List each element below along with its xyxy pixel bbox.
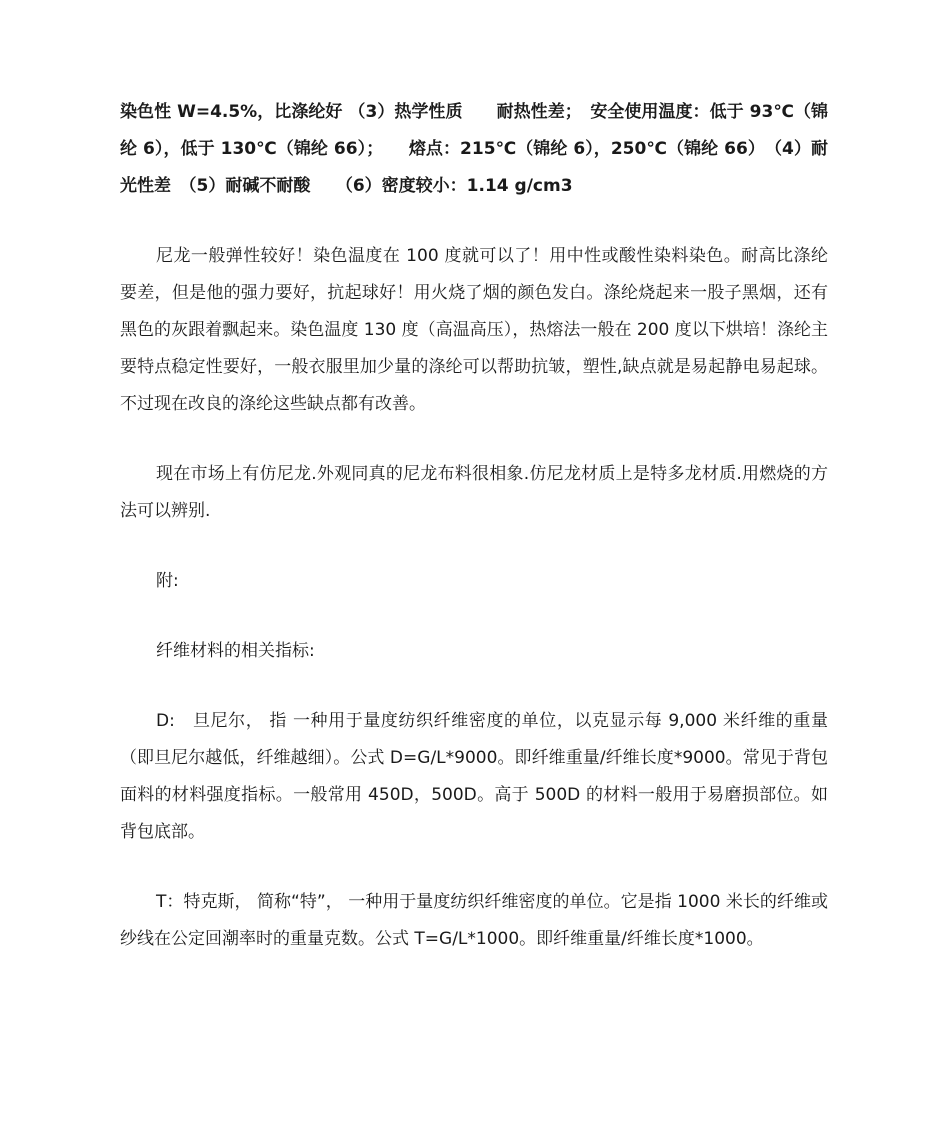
paragraph-denier-definition: D: 旦尼尔， 指 一种用于量度纺织纤维密度的单位，以克显示每 9,000 米纤维的重量（即旦尼尔越低，纤维越细）。公式 D=G/L*9000。即纤维重量/纤维长度*9000。常见于背包面料的材料强度指标。一般常用 450D，500D。高于 500D 的材料一般用于易磨损部位。如背包底部。 <box>120 711 828 842</box>
paragraph-properties-summary: 染色性 W=4.5%，比涤纶好 （3）热学性质 耐热性差； 安全使用温度：低于 93℃（锦纶 6），低于 130℃（锦纶 66）； 熔点：215℃（锦纶 6），250℃（锦纶 66） （4）耐光性差 （5）耐碱不耐酸 （6）密度较小：1.14 g/cm3 <box>120 102 828 196</box>
paragraph-imitation-nylon: 现在市场上有仿尼龙.外观同真的尼龙布料很相象.仿尼龙材质上是特多龙材质.用燃烧的方法可以辨别. <box>120 464 828 521</box>
paragraph-appendix-label: 附: <box>156 571 179 591</box>
paragraph-fiber-indicators-heading: 纤维材料的相关指标: <box>156 641 315 661</box>
paragraph-nylon-vs-polyester: 尼龙一般弹性较好！染色温度在 100 度就可以了！用中性或酸性染料染色。耐高比涤纶要差，但是他的强力要好，抗起球好！用火烧了烟的颜色发白。涤纶烧起来一股子黑烟，还有黑色的灰跟着飘起来。染色温度 130 度（高温高压），热熔法一般在 200 度以下烘培！涤纶主要特点稳定性要好，一般衣服里加少量的涤纶可以帮助抗皱，塑性,缺点就是易起静电易起球。不过现在改良的涤纶这些缺点都有改善。 <box>120 246 828 414</box>
paragraph-tex-definition: T：特克斯， 简称“特”， 一种用于量度纺织纤维密度的单位。它是指 1000 米长的纤维或纱线在公定回潮率时的重量克数。公式 T=G/L*1000。即纤维重量/纤维长度*1000。 <box>120 892 828 949</box>
document-body <box>120 94 828 958</box>
